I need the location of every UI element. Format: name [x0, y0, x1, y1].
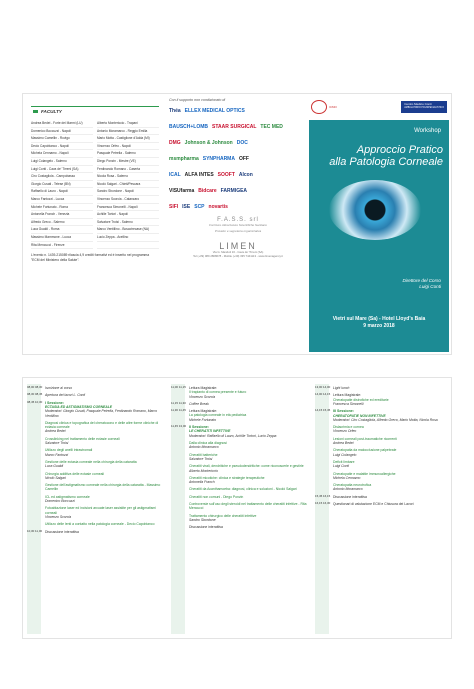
program-line: Vincenzo Scorcia — [189, 394, 216, 399]
program-line: Michela Cennamo — [333, 475, 361, 480]
program-item — [27, 483, 163, 492]
sponsor-logo-row — [169, 121, 307, 133]
faculty-member: Michela Cennamo - Napoli — [31, 150, 93, 158]
limen-address: Via G. Mandoli 16 - Cava de' Tirreni (SA) — [212, 250, 264, 254]
sponsor-logo: ALFA INTES — [184, 172, 214, 178]
cover-title-line1: Approccio Pratico — [356, 144, 443, 156]
cover-title — [323, 144, 443, 168]
sponsor-logo: ICAL — [169, 172, 181, 178]
faculty-member: Salvatore Troisi - Salerno — [97, 219, 159, 227]
sponsor-logo: TEC MED — [260, 124, 283, 130]
faculty-member: Alberto Montericcio - Trapani — [97, 120, 159, 128]
program-line: Vincenzo Scorcia — [45, 514, 72, 519]
program-line: Fotoablazione laser ed incisioni arcuate laser assistite per gli astigmatismi corneali — [45, 506, 157, 515]
program-item — [27, 530, 163, 534]
limen-contacts: Tel (+39) 089 2868678 - Mobile (+39) 335 7441113 - www.limenagency.it — [193, 253, 283, 258]
program-item — [27, 506, 163, 519]
program-item — [315, 386, 447, 390]
program-line: Controversie sull'uso degli steroidi nel trattamento delle cheratiti infettive - Rita Mencucci — [189, 502, 307, 511]
program-line: Coffee Break — [189, 401, 209, 406]
program-line: Iscrizione al corso — [45, 386, 73, 390]
program-time: 11,45 13,00 — [171, 424, 187, 429]
program-item — [27, 393, 163, 397]
director-label: Direttore del Corso — [402, 278, 441, 283]
program-line: Antonio Moramarco — [333, 487, 363, 492]
sponsor-logo: SCP — [194, 204, 205, 210]
sponsor-logo: DMG — [169, 140, 181, 146]
sponsor-logo: STAAR SURGICAL — [212, 124, 257, 130]
program-line: Dislacrimia e cornea — [333, 425, 364, 430]
faculty-member: Achille Tortori - Napoli — [97, 211, 159, 219]
icmo-label: ICMO — [329, 105, 337, 109]
course-director — [402, 278, 441, 291]
program-items — [315, 384, 447, 506]
faculty-member: Raffaello di Lauro - Napoli — [31, 188, 93, 196]
sponsor-logo: ELLEX MEDICAL OPTICS — [184, 108, 245, 114]
program-item — [171, 402, 307, 406]
sponsor-logo: novartis — [208, 204, 228, 210]
program-item — [315, 502, 447, 506]
session-label: III Sessione: — [333, 409, 354, 414]
program-time: 13,00 14,00 — [315, 385, 331, 389]
program-item — [27, 495, 163, 504]
program-line: Cheratiti da Acanthamoeba: diagnosi, clinica e soluzioni - Nicolò Salgari — [189, 487, 297, 492]
sponsor-logo: Alcon — [238, 172, 253, 178]
program-time: 14,00 14,15 — [315, 392, 331, 397]
program-time: 10,30 11,00 — [27, 528, 43, 533]
session-label: II Sessione: — [189, 425, 209, 430]
sponsor-logo: SOOFT — [217, 172, 235, 178]
program-line: Gestione dell'astigmatismo corneale nella chirurgia della cataratta - Massimo Camellin — [45, 483, 161, 492]
program-item — [27, 460, 163, 469]
program-line: Francesca Simonelli — [333, 401, 364, 406]
program-item — [315, 425, 447, 434]
brochure-inner-side — [22, 377, 452, 639]
program-line: Moderatori: Ciro Costagliola, Alfredo Greco, Mario Motta, Nicola Rosa — [333, 417, 438, 422]
icmo-circle-icon — [311, 100, 327, 114]
program-item — [171, 476, 307, 485]
faculty-panel — [31, 106, 159, 346]
cover-title-line2: alla Patologia Corneale — [329, 156, 443, 168]
cover-panel — [309, 98, 449, 352]
program-line: Cheratiti batteriche — [189, 452, 218, 457]
program-item — [315, 460, 447, 469]
venue-label: Vietri sul Mare (Sa) - Hotel Lloyd's Baia — [332, 316, 426, 322]
program-item — [171, 464, 307, 473]
program-line: Alberto Montericcio — [189, 468, 219, 473]
faculty-member: Alfredo Greco - Salerno — [31, 219, 93, 227]
faculty-member: Francesca Simonelli - Napoli — [97, 204, 159, 212]
sponsor-logo: Johnson & Johnson — [184, 140, 233, 146]
program-line: Luigi Conti — [333, 464, 350, 469]
program-line: Cheratopatie e malattie immunoallergiche — [333, 471, 396, 476]
program-item — [171, 495, 307, 499]
event-date: 9 marzo 2018 — [363, 323, 395, 329]
icmo-logo — [311, 100, 337, 114]
program-line: La patologia corneale in età pediatrica — [189, 413, 247, 418]
program-time: 08,00 08,30 — [27, 385, 43, 389]
faculty-member: Luca Gualdi - Roma — [31, 226, 93, 234]
sponsor-logo: msmpharma — [169, 156, 199, 162]
program-line: Gestione delle ectasia corneale nella chirurgia della cataratta — [45, 459, 137, 464]
eye-image — [329, 180, 421, 240]
sponsor-logo: DOC — [236, 140, 248, 146]
program-line: Sandro Sbordone — [189, 517, 216, 522]
faculty-member: Decio Capobianco - Napoli — [31, 143, 93, 151]
program-line: Antonio Moramarco — [189, 445, 219, 450]
faculty-member: Ferdinando Romano - Caserta — [97, 166, 159, 174]
session-label: I Sessione: — [45, 400, 64, 405]
limen-logo: LIMEN — [219, 241, 257, 251]
sponsor-logo: Bidcare — [198, 188, 217, 194]
program-line: Discussione interattiva — [189, 525, 223, 530]
program-item — [315, 409, 447, 422]
cover-teal-block — [309, 120, 449, 352]
faculty-member: Antonio Moramarco - Reggio Emilia — [97, 128, 159, 136]
sponsor-logo-row — [169, 137, 307, 149]
cmc-label: Centro Medico Conti — [404, 102, 432, 107]
program-line: Andrea Bedei — [45, 429, 66, 434]
program-line: Utilizzo delle lenti a contatto nella patologia corneale - Decio Capobianco — [45, 522, 155, 527]
program-line: Moderatori: Giorgio Cusati, Pasquale Petrella, Ferdinando Romano, Marco Ventillino — [45, 409, 158, 418]
program-line: Deficit limbare — [333, 459, 355, 464]
program-line: Chirurgia additiva delle ectasie corneali — [45, 471, 104, 476]
program-item — [171, 409, 307, 422]
workshop-label: Workshop — [414, 128, 441, 134]
program-time: 11,15 11,30 — [171, 400, 186, 405]
program-line: Trattamento chirurgico delle cheratiti infettive — [189, 513, 257, 518]
faculty-member: Diego Ponzin - Mestre (VE) — [97, 158, 159, 166]
faculty-member: Michele Fortunato - Roma — [31, 204, 93, 212]
sponsor-logo: VISUfarma — [169, 188, 195, 194]
program-item — [27, 386, 163, 390]
fass-logo: F.A.S.S. srl — [217, 217, 259, 223]
faculty-member: Giorgio Cusati - Telese (BN) — [31, 181, 93, 189]
program-item — [27, 472, 163, 481]
program-line: Cheratiti non comuni - Diego Ponzin — [189, 494, 244, 499]
faculty-heading — [31, 106, 159, 114]
program-item — [171, 502, 307, 511]
sponsor-logo: Théa — [169, 108, 181, 114]
program-line: Michele Fortunato — [189, 417, 217, 422]
director-name: Luigi Conti — [419, 284, 441, 290]
faculty-member: Andrea Bedei - Forte dei Marmi (LU) — [31, 120, 93, 128]
sponsor-logos — [169, 105, 307, 213]
faculty-member: Antonella Franch - Venezia — [31, 211, 93, 219]
program-item — [27, 437, 163, 446]
program-line: Domenico Boccuzzi — [45, 499, 75, 504]
sponsor-logo: BAUSCH+LOMB — [169, 124, 209, 130]
fass-subtitle: Forniture Attrezzature Scientifiche Sanitarie — [209, 223, 267, 227]
cmc-subtitle: AMBULATORIO POLISPECIALISTICO — [404, 107, 444, 109]
program-line: Salvatore Troisi — [189, 456, 213, 461]
program-item — [315, 472, 447, 481]
program-time: 08,45 10,30 — [27, 399, 43, 404]
program-item — [27, 401, 163, 418]
program-line: Discussione interattiva — [45, 529, 79, 534]
program-items — [27, 384, 163, 534]
program-time: 08,30 08,45 — [27, 392, 43, 397]
faculty-member: Massimo Camellin - Rovigo — [31, 135, 93, 143]
faculty-member: Sandro Sbordone - Napoli — [97, 188, 159, 196]
sponsor-logo-row — [169, 153, 307, 165]
program-line: Lettura Magistrale: — [189, 386, 218, 390]
faculty-member: Marco Fantozzi - Lucca — [31, 196, 93, 204]
program-line: Discussione interattiva — [333, 494, 367, 499]
program-time: 11,00 11,15 — [171, 385, 186, 389]
sponsor-logo: SYNPHARMA — [202, 156, 235, 162]
program-item — [27, 448, 163, 457]
faculty-member — [97, 242, 159, 250]
brochure-outer-side — [22, 93, 452, 355]
ecm-note: L'evento n. 1439-215089 rilascia 4,9 crediti formativi ed è inserito nel programma "ECM del Ministero della Salute". — [31, 253, 150, 262]
program-column-morning — [27, 384, 163, 634]
square-bullet-icon — [33, 110, 38, 114]
program-line: ICL ed astigmatismo corneale — [45, 494, 90, 499]
program-line: Vincenzo Orfeo — [333, 429, 357, 434]
program-line: Dalla clinica alla diagnosi — [189, 441, 227, 446]
program-time: 16,15 16,30 — [315, 501, 331, 506]
cover-logos — [309, 98, 449, 116]
program-line: Cheratopatia neurotrofica — [333, 483, 372, 488]
program-line: Diagnosi clinica e topografica del cheratocono e delle altre forme cliniche di ectasia corneale — [45, 420, 159, 430]
faculty-member: Nicola Rosa - Salerno — [97, 173, 159, 181]
program-line: Nicolò Salgari — [45, 475, 66, 480]
faculty-member: Vincenzo Orfeo - Napoli — [97, 143, 159, 151]
faculty-member: Luigi Conti - Cava de' Tirreni (SA) — [31, 166, 93, 174]
program-line: Cheratopatia da malocclusione palpebrale — [333, 448, 397, 453]
program-line: Cheratiti virali, dendritiche e pseudodendritiche: come riconoscerle e gestirle — [189, 464, 304, 469]
session-title: ECTASIA ED ASTIGMATISMO CORNEALE — [45, 405, 113, 409]
program-line: Questionari di valutazione ECM e Chiusura dei Lavori — [333, 502, 414, 507]
session-title: CHERATOPATIE NON INFETTIVE — [333, 413, 386, 418]
faculty-member: Mario Motta - Castiglione d'Adda (MI) — [97, 135, 159, 143]
program-item — [171, 386, 307, 399]
sponsor-logo-row — [169, 169, 307, 181]
faculty-member: Ciro Costagliola - Campobasso — [31, 173, 93, 181]
sponsors-title: Con il supporto non condizionato di — [169, 98, 226, 102]
program-item — [171, 514, 307, 523]
cmc-logo — [401, 101, 447, 112]
faculty-member: Vincenzo Scorcia - Catanzaro — [97, 196, 159, 204]
program-items — [171, 384, 307, 530]
faculty-member: Domenico Boccuzzi - Napoli — [31, 128, 93, 136]
faculty-member: Nicolò Salgari - Chieti/Pescara — [97, 181, 159, 189]
faculty-list — [31, 120, 159, 249]
program-line: Cheratiti micotiche: clinica e strategie terapeutiche — [189, 475, 265, 480]
secretariat-label: Provider e segreteria organizzativa — [214, 229, 262, 233]
program-column-midday — [171, 384, 307, 634]
program-line: Crosslinking nel trattamento delle ectasie corneali — [45, 436, 120, 441]
faculty-member: Pasquale Petrella - Salerno — [97, 150, 159, 158]
program-line: Il trapianto di cornea presente e futuro — [189, 390, 247, 395]
program-time: 15,45 16,15 — [315, 493, 331, 498]
program-item — [315, 483, 447, 492]
sponsor-logo: SIFI — [169, 204, 179, 210]
program-item — [315, 437, 447, 446]
sponsor-logo-row — [169, 105, 307, 117]
program-line: Marco Fantozzi — [45, 452, 69, 457]
program-item — [171, 441, 307, 450]
program-item — [315, 448, 447, 457]
program-line: Salvatore Troisi — [45, 441, 69, 446]
program-line: Lettura Magistrale: — [189, 409, 218, 414]
venue-block — [309, 316, 449, 330]
faculty-member: Lucio Zeppa - Avellino — [97, 234, 159, 242]
faculty-member: Luigi Colangelo - Salerno — [31, 158, 93, 166]
program-line: Utilizzo degli anelli intrastromali — [45, 448, 93, 453]
program-time: 11,30 11,45 — [171, 408, 186, 413]
sponsor-logo: OFF — [238, 156, 249, 162]
program-line: Luca Gualdi — [45, 464, 64, 469]
faculty-member: Massimo Mammone - Lucca — [31, 234, 93, 242]
program-item — [27, 421, 163, 434]
program-item — [171, 525, 307, 529]
sponsor-logo: ISE — [182, 204, 191, 210]
program-line: Lettura Magistrale: — [333, 393, 362, 398]
sponsor-logo-row — [169, 185, 307, 197]
faculty-member: Rita Mencucci - Firenze — [31, 242, 93, 250]
program-item — [171, 487, 307, 491]
faculty-heading-label: FACULTY — [41, 109, 62, 114]
program-item — [315, 495, 447, 499]
sponsors-panel — [169, 98, 307, 352]
program-line: Lesioni corneali post-traumatiche ricorrenti — [333, 436, 397, 441]
sponsor-logo: FARMIGEA — [220, 188, 248, 194]
program-line: Andrea Bedei — [333, 441, 354, 446]
program-time: 14,15 15,45 — [315, 408, 331, 413]
program-line: Antonella Franch — [189, 480, 215, 485]
program-item — [171, 425, 307, 438]
program-column-afternoon — [315, 384, 447, 634]
program-item — [315, 393, 447, 406]
program-line: Cheratopatie distrofiche ed ereditarie — [333, 397, 389, 402]
program-line: Luigi Colangelo — [333, 452, 357, 457]
program-item — [27, 522, 163, 526]
sponsor-logo-row — [169, 201, 307, 213]
program-line: Moderatori: Raffaello di Lauro, Achille Tortori, Lucio Zeppa — [189, 433, 277, 438]
program-line: Apertura dei lavori L. Conti — [45, 393, 86, 398]
program-item — [171, 453, 307, 462]
program-line: Light lunch — [333, 386, 350, 390]
session-title: LE CHERATITI INFETTIVE — [189, 429, 231, 434]
faculty-member: Marco Ventillino - Boscotrecase (NA) — [97, 226, 159, 234]
